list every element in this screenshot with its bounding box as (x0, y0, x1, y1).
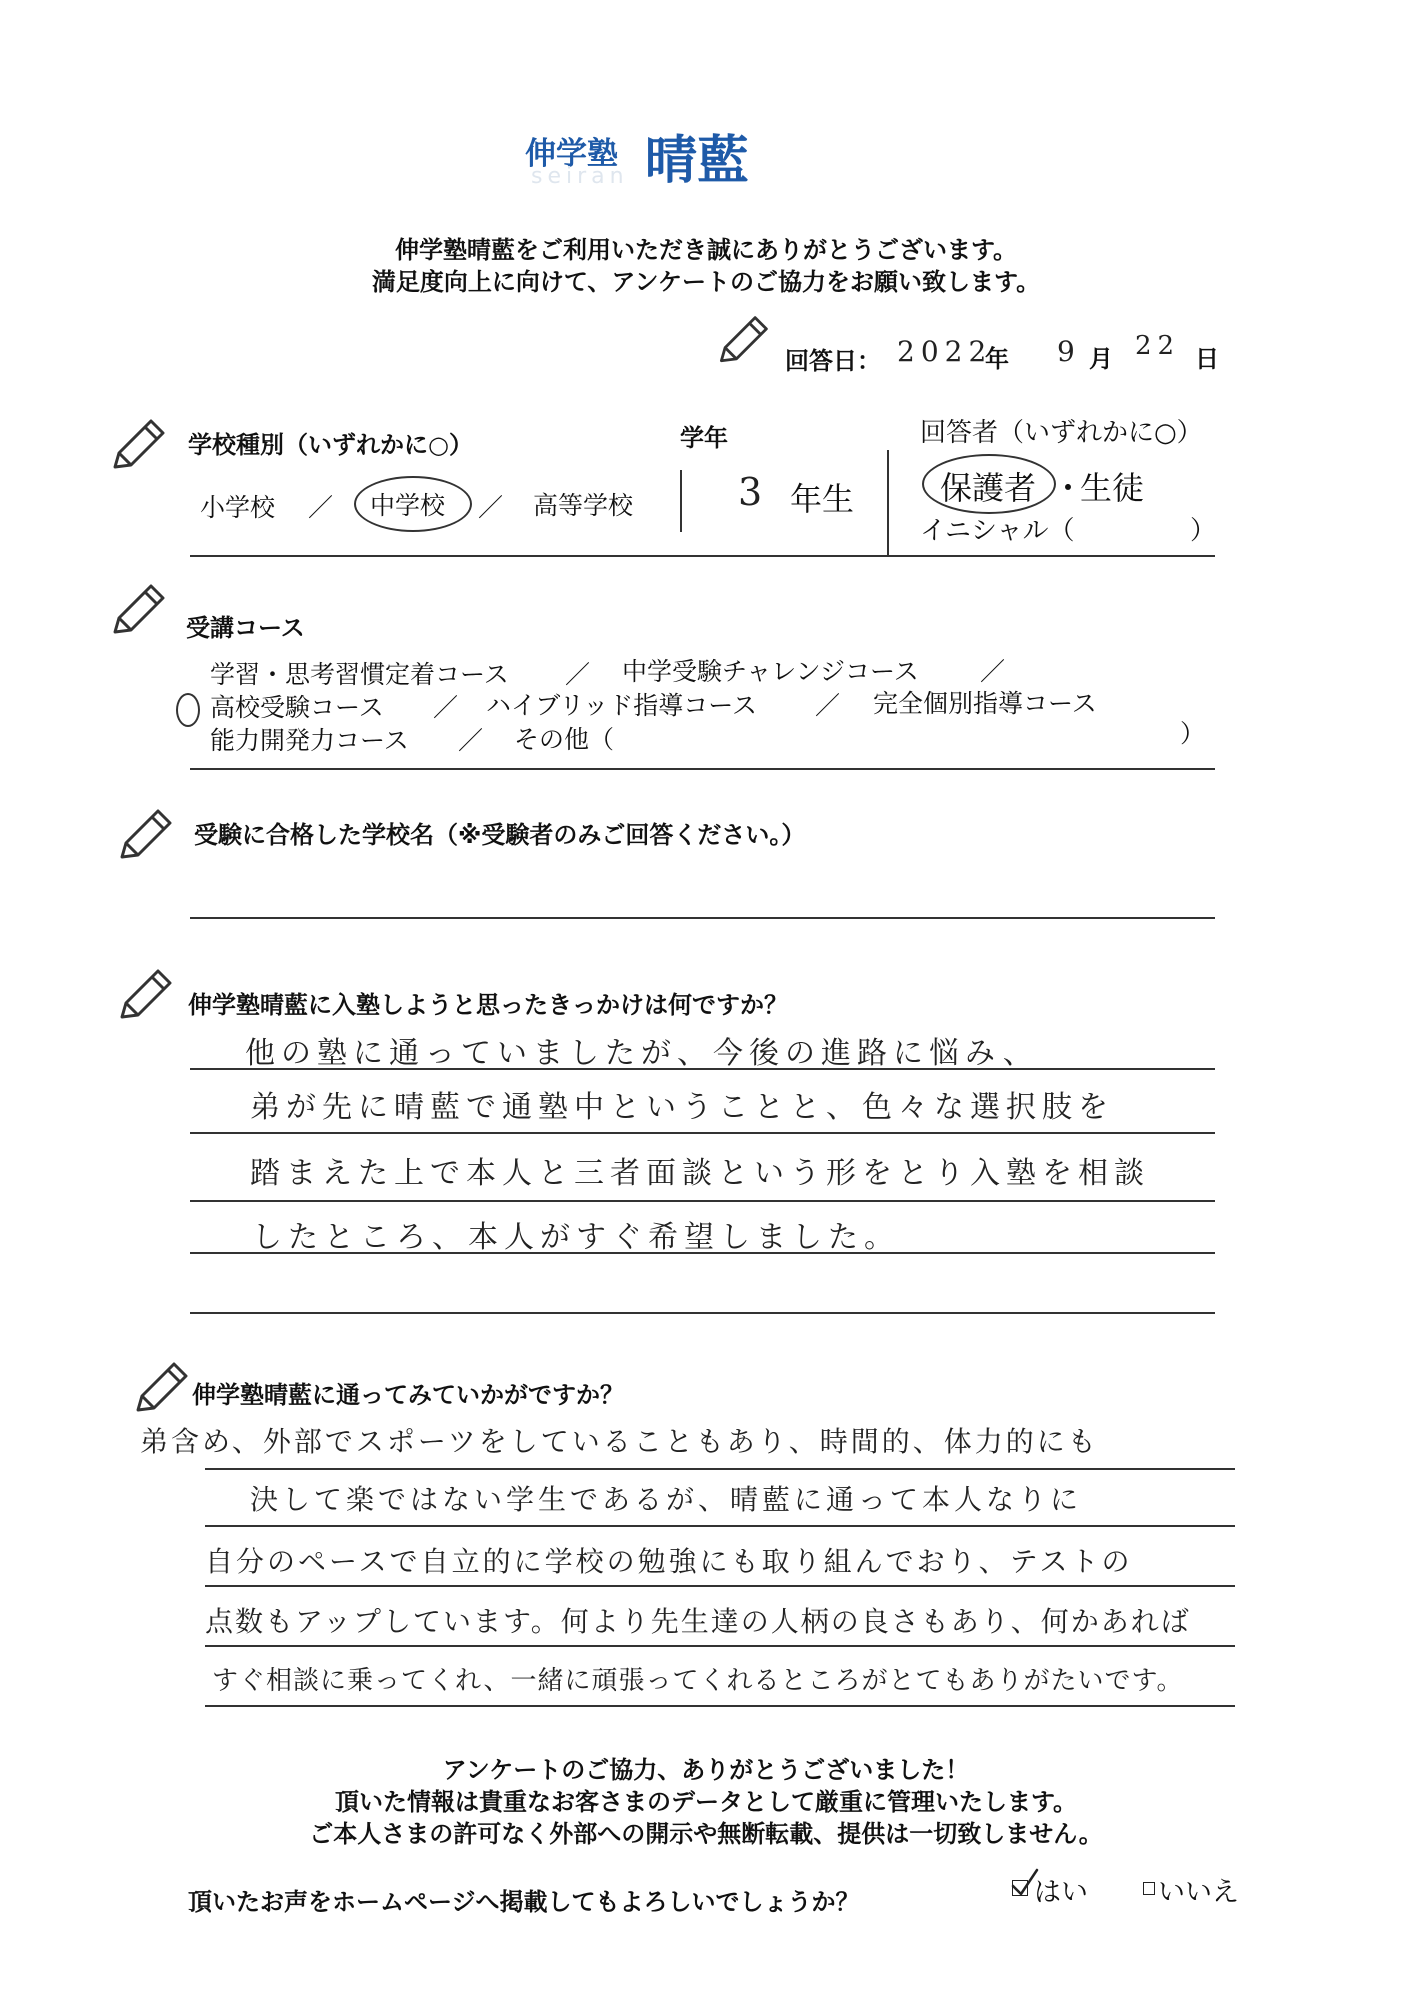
consent-question: 頂いたお声をホームページへ掲載してもよろしいでしょうか？ (188, 1888, 860, 1916)
section-divider (190, 555, 1215, 557)
logo-large-text: 晴藍 (645, 131, 750, 191)
separator: ／ (308, 493, 334, 522)
footer-line-2: 頂いた情報は貴重なお客さまのデータとして厳重に管理いたします。 (334, 1788, 1078, 1816)
answer-line (190, 1068, 1215, 1070)
impression-answer-line: 点数もアップしています。何より先生達の人柄の良さもあり、何かあれば (205, 1605, 1191, 1638)
reason-label: 伸学塾晴藍に入塾しようと思ったきっかけは何ですか？ (188, 991, 788, 1019)
impression-answer-line: 自分のペースで自立的に学校の勉強にも取り組んでおり、テストの (205, 1545, 1133, 1578)
answer-line (190, 1132, 1215, 1134)
answer-line (205, 1585, 1235, 1587)
intro-line-2: 満足度向上に向けて、アンケートのご協力をお願い致します。 (371, 268, 1041, 296)
course-option[interactable]: ハイブリッド指導コース (486, 691, 758, 720)
footer-thanks: アンケートのご協力、ありがとうございました！ (442, 1756, 970, 1784)
pencil-icon (712, 312, 772, 372)
option-high-school[interactable]: 高等学校 (533, 491, 634, 520)
respondent-label: 回答者（いずれかに○） (920, 418, 1203, 448)
school-type-label: 学校種別（いずれかに○） (188, 431, 473, 459)
course-option[interactable]: 中学受験チャレンジコース (622, 657, 919, 686)
course-option-selected[interactable]: 高校受験コース (210, 693, 384, 722)
divider (887, 450, 889, 555)
checkbox-icon[interactable] (1143, 1882, 1155, 1895)
answer-date-year: 2022 (897, 335, 993, 368)
grade-unit: 年生 (790, 480, 855, 518)
course-option-other[interactable]: その他（ (514, 725, 615, 754)
reason-answer-line: したところ、本人がすぐ希望しました。 (252, 1220, 900, 1255)
answer-line (190, 1312, 1215, 1314)
separator: ／ (458, 726, 484, 755)
answer-date-year-unit: 年 (985, 345, 1009, 373)
selection-circle (922, 454, 1056, 514)
selection-circle (354, 476, 472, 532)
answer-date-day-unit: 日 (1195, 345, 1219, 373)
intro-line-1: 伸学塾晴藍をご利用いただき誠にありがとうございます。 (394, 236, 1018, 264)
answer-date (785, 331, 1225, 375)
answer-line (190, 917, 1215, 919)
footer-line-3: ご本人さまの許可なく外部への開示や無断転載、提供は一切致しません。 (309, 1820, 1103, 1848)
passed-school-label: 受験に合格した学校名（※受験者のみご回答ください。） (194, 821, 806, 849)
reason-answer-line: 踏まえた上で本人と三者面談という形をとり入塾を相談 (250, 1156, 1150, 1191)
pencil-icon (105, 415, 169, 479)
answer-line (205, 1705, 1235, 1707)
separator: ／ (980, 657, 1006, 686)
pencil-icon (128, 1358, 192, 1422)
option-junior-high[interactable]: 中学校 (370, 491, 446, 520)
impression-label: 伸学塾晴藍に通ってみていかがですか？ (192, 1381, 624, 1409)
logo-small-text: 伸学塾 (525, 136, 618, 172)
logo (525, 118, 785, 198)
consent-yes-label: はい (1034, 1877, 1088, 1908)
selection-circle (176, 693, 200, 727)
option-elementary[interactable]: 小学校 (200, 493, 276, 522)
option-student[interactable]: 生徒 (1080, 469, 1145, 507)
separator: ／ (565, 660, 591, 689)
consent-yes[interactable] (1012, 1870, 1122, 1908)
other-close: ） (1180, 719, 1206, 748)
answer-date-month-unit: 月 (1089, 345, 1113, 373)
divider (680, 470, 682, 532)
course-label: 受講コース (186, 614, 305, 642)
logo-roman-text: seiran (531, 164, 629, 189)
impression-answer-line: すぐ相談に乗ってくれ、一緒に頑張ってくれるところがとてもありがたいです。 (212, 1666, 1184, 1696)
initial-close: ） (1190, 516, 1217, 546)
answer-line (205, 1525, 1235, 1527)
answer-line (205, 1645, 1235, 1647)
pencil-icon (112, 805, 176, 869)
initial-label: イニシャル（ (920, 516, 1075, 546)
course-option[interactable]: 能力開発力コース (210, 726, 409, 755)
course-option[interactable]: 学習・思考習慣定着コース (210, 660, 509, 689)
impression-answer-line: 決して楽ではない学生であるが、晴藍に通って本人なりに (250, 1483, 1083, 1516)
answer-line (190, 1200, 1215, 1202)
reason-answer-line: 他の塾に通っていましたが、今後の進路に悩み、 (245, 1036, 1039, 1071)
consent-no[interactable] (1143, 1870, 1253, 1908)
answer-line (205, 1468, 1235, 1470)
answer-date-label: 回答日： (785, 347, 881, 375)
answer-date-month: 9 (1057, 335, 1081, 368)
consent-no-label: いいえ (1158, 1877, 1239, 1908)
course-option[interactable]: 完全個別指導コース (873, 689, 1097, 718)
separator: ／ (433, 693, 459, 722)
pencil-icon (112, 965, 176, 1029)
grade-value: 3 (738, 470, 769, 514)
impression-answer-line: 弟含め、外部でスポーツをしていることもあり、時間的、体力的にも (140, 1425, 1099, 1458)
separator: ／ (815, 691, 841, 720)
section-divider (190, 768, 1215, 770)
answer-date-day: 22 (1135, 331, 1181, 361)
separator: ・ (1052, 469, 1085, 507)
separator: ／ (478, 493, 504, 522)
grade-label: 学年 (680, 424, 728, 452)
option-guardian[interactable]: 保護者 (940, 469, 1037, 507)
answer-line (190, 1252, 1215, 1254)
pencil-icon (105, 580, 169, 644)
reason-answer-line: 弟が先に晴藍で通塾中ということと、色々な選択肢を (250, 1090, 1114, 1125)
